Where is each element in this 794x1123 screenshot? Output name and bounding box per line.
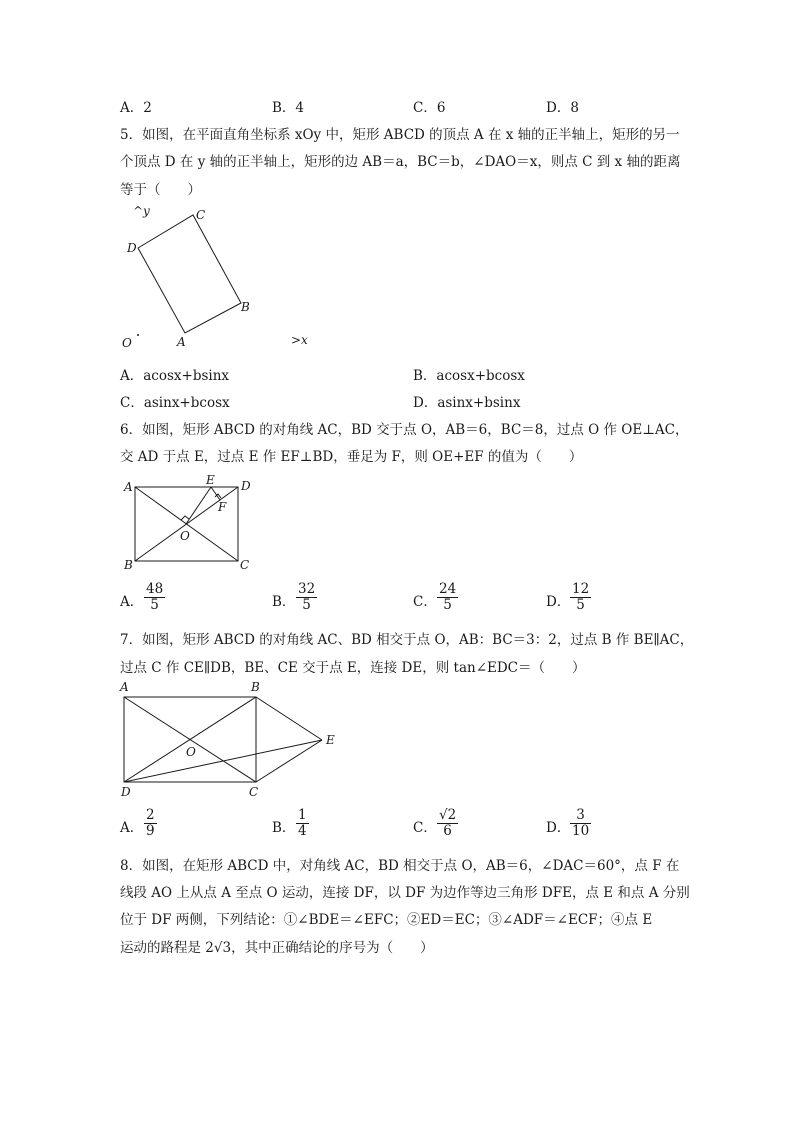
q5-stem-line-2: 个顶点 D 在 y 轴的正半轴上，矩形的边 AB＝a，BC＝b，∠DAO＝x，则点 C 到 x 轴的距离 xyxy=(120,154,681,170)
q7-option-b-letter: B． xyxy=(272,820,296,836)
q7-option-d-num: 3 xyxy=(570,808,591,824)
q7-label-e: E xyxy=(326,733,335,747)
q6-option-d-num: 12 xyxy=(572,581,590,597)
q6-label-a: A xyxy=(124,480,133,494)
q6-label-d: D xyxy=(241,479,251,493)
q4-option-a: A．2 xyxy=(120,100,152,116)
q5-label-a: A xyxy=(177,335,186,349)
q5-label-b: B xyxy=(241,300,250,314)
q6-label-o: O xyxy=(180,529,190,543)
q4-option-c: C．6 xyxy=(413,100,446,116)
q6-option-c-num: 24 xyxy=(439,581,457,597)
q7-option-c-num: √2 xyxy=(439,807,457,823)
q6-label-c: C xyxy=(240,558,250,572)
q5-label-c: C xyxy=(196,208,206,222)
q6-option-b-letter: B． xyxy=(272,594,296,610)
q5-stem-line-1: 5．如图，在平面直角坐标系 xOy 中，矩形 ABCD 的顶点 A 在 x 轴的正半轴上，矩形的另一 xyxy=(120,127,680,143)
q7-label-o: O xyxy=(186,745,196,759)
q6-label-b: B xyxy=(124,558,133,572)
q6-label-f: F xyxy=(218,500,227,514)
q6-option-c-den: 5 xyxy=(443,597,452,613)
q7-option-c-fraction xyxy=(437,808,458,839)
q7-option-b-fraction xyxy=(296,808,309,839)
q7-option-d-letter: D． xyxy=(546,820,571,836)
q7-option-c-den: 6 xyxy=(443,823,452,839)
q7-option-a-fraction xyxy=(144,808,157,839)
q7-label-d: D xyxy=(121,785,131,799)
q6-stem-line-1: 6．如图，矩形 ABCD 的对角线 AC，BD 交于点 O，AB＝6，BC＝8，过点 O 作 OE⊥AC， xyxy=(120,422,689,438)
q7-option-a-num: 2 xyxy=(146,807,155,823)
q5-label-x: >x xyxy=(291,333,308,347)
q7-option-c-letter: C． xyxy=(413,820,437,836)
q7-option-d-fraction xyxy=(570,808,591,839)
q7-option-b-num: 1 xyxy=(298,807,307,823)
q5-option-b: B．acosx+bcosx xyxy=(413,368,525,384)
q7-stem-line-1: 7．如图，矩形 ABCD 的对角线 AC、BD 相交于点 O，AB：BC＝3：2，过点 B 作 BE∥AC， xyxy=(120,632,694,648)
q6-option-a-letter: A． xyxy=(120,594,144,610)
q5-stem-line-3: 等于（ ） xyxy=(120,182,201,198)
q7-label-b: B xyxy=(251,680,260,694)
q4-option-d: D．8 xyxy=(546,100,579,116)
q6-option-b-den: 5 xyxy=(302,597,311,613)
q6-stem-line-2: 交 AD 于点 E，过点 E 作 EF⊥BD，垂足为 F，则 OE+EF 的值为（ ） xyxy=(120,449,583,465)
q6-option-a-den: 5 xyxy=(150,597,159,613)
q7-option-b-den: 4 xyxy=(298,823,307,839)
q5-label-y: ^y xyxy=(133,204,150,218)
q7-option-d-den: 10 xyxy=(572,823,590,839)
q5-label-o: O xyxy=(122,336,132,350)
q7-segment-ce xyxy=(256,740,322,782)
q7-segment-be xyxy=(256,697,322,740)
q4-option-b: B．4 xyxy=(272,100,305,116)
q8-stem-line-1: 8．如图，在矩形 ABCD 中，对角线 AC，BD 相交于点 O，AB＝6，∠DAC＝60°，点 F 在 xyxy=(120,858,680,874)
q6-label-e: E xyxy=(206,473,215,487)
q6-option-a-num: 48 xyxy=(146,581,164,597)
q7-label-c: C xyxy=(249,785,259,799)
q6-option-c-letter: C． xyxy=(413,594,437,610)
q5-option-a: A．acosx+bsinx xyxy=(120,368,230,384)
q5-label-d: D xyxy=(127,241,137,255)
q5-option-c: C．asinx+bcosx xyxy=(120,395,230,411)
q7-stem-line-2: 过点 C 作 CE∥DB，BE、CE 交于点 E，连接 DE，则 tan∠EDC＝（ ） xyxy=(120,660,586,676)
q6-option-d-den: 5 xyxy=(576,597,585,613)
q8-stem-line-4: 运动的路程是 2√3，其中正确结论的序号为（ ） xyxy=(120,940,434,956)
q7-segment-de xyxy=(124,740,322,782)
q7-option-a-letter: A． xyxy=(120,820,144,836)
q6-option-b-num: 32 xyxy=(298,581,316,597)
q7-option-a-den: 9 xyxy=(146,823,155,839)
q6-option-d-letter: D． xyxy=(546,594,571,610)
q8-stem-line-3: 位于 DF 两侧，下列结论：①∠BDE＝∠EFC；②ED＝EC；③∠ADF＝∠ECF；④点 E xyxy=(120,912,653,928)
q5-option-d: D．asinx+bsinx xyxy=(413,395,521,411)
q8-stem-line-2: 线段 AO 上从点 A 至点 O 运动，连接 DF，以 DF 为边作等边三角形 DFE，点 E 和点 A 分别 xyxy=(120,885,690,901)
q7-label-a: A xyxy=(120,680,129,694)
